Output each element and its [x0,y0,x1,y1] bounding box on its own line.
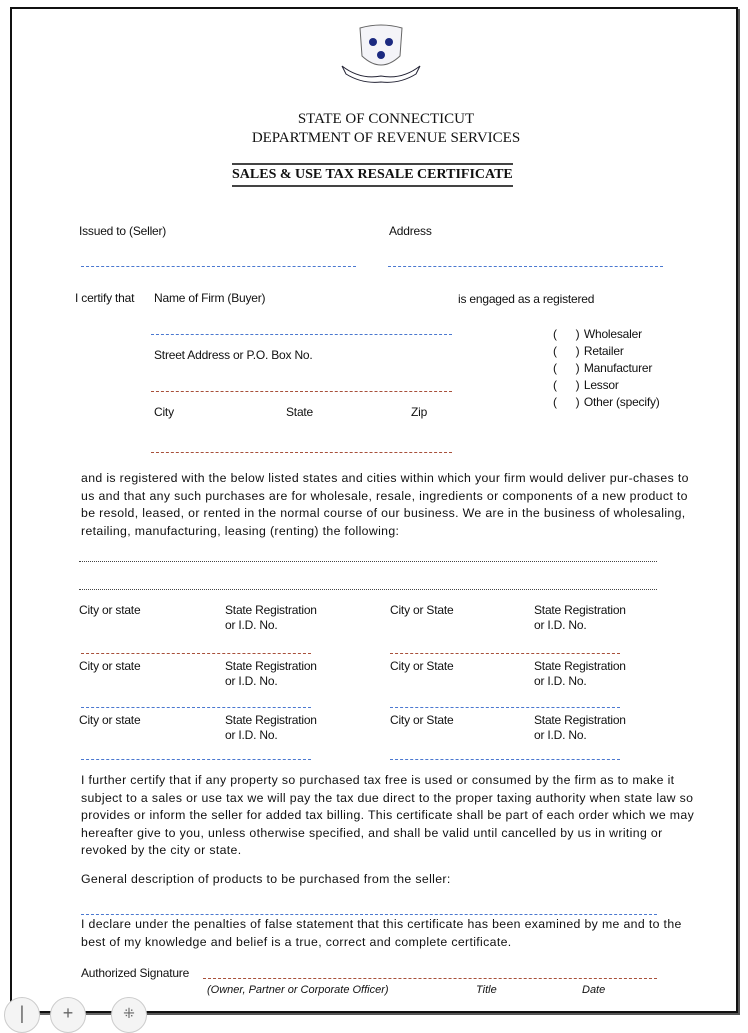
type-label: Wholesaler [583,327,642,341]
department-heading: DEPARTMENT OF REVENUE SERVICES [251,130,521,146]
owner-caption: (Owner, Partner or Corporate Officer) [207,984,389,996]
connecticut-seal-logo [340,22,422,84]
business-description-line-1[interactable] [79,561,657,562]
business-type-list [553,325,660,410]
title-caption: Title [476,984,497,996]
type-wholesaler[interactable] [553,325,660,342]
registration-field[interactable] [81,759,311,760]
type-label: Retailer [583,344,624,358]
checkbox[interactable]: ( ) [553,327,580,341]
city-label: City or state [79,713,141,727]
registration-field[interactable] [81,707,311,708]
description-label: General description of products to be purchased from the seller: [81,872,451,886]
zip-label: Zip [411,405,428,419]
engaged-label: is engaged as a registered [458,292,595,306]
business-description-line-2[interactable] [79,589,657,590]
city-label: City or state [79,603,141,617]
date-caption: Date [582,984,606,996]
signature-label: Authorized Signature [81,966,190,980]
seller-address-field[interactable] [388,266,663,267]
city-label: City or State [390,659,454,673]
city-state-zip-field[interactable] [151,452,452,453]
seller-name-field[interactable] [81,266,356,267]
firm-name-field[interactable] [151,334,452,335]
city-label: City or State [390,603,454,617]
state-heading: STATE OF CONNECTICUT [297,111,475,127]
reg-label: State Registration or I.D. No. [225,659,317,688]
declaration-paragraph: I declare under the penalties of false statement that this certificate has been examined by me and to the best of my knowledge and belief is a true, correct and complete certificate. [81,917,682,949]
certification-paragraph: I further certify that if any property so purchased tax free is used or consumed by the firm as to make it subject to a sales or use tax we will pay the tax due direct to the proper taxing authority when state law so provides or inform the seller for added tax billing. This certificate shall be part of each order which we may hereafter give to you, unless otherwise specified, and shall be valid until cancelled by us in writing or revoked by the city or state. [81,773,695,857]
checkbox[interactable]: ( ) [553,378,580,392]
registration-field[interactable] [390,707,620,708]
checkbox[interactable]: ( ) [553,344,580,358]
address-label: Address [389,224,432,238]
street-label: Street Address or P.O. Box No. [154,348,313,362]
type-label: Lessor [583,378,619,392]
registration-field[interactable] [390,653,620,654]
type-label: Other (specify) [583,395,660,409]
reg-label: State Registration or I.D. No. [534,603,626,632]
firm-name-label: Name of Firm (Buyer) [154,291,266,305]
product-description-field[interactable] [81,914,657,915]
certificate-title: SALES & USE TAX RESALE CERTIFICATE [232,163,513,187]
type-label: Manufacturer [583,361,653,375]
certify-label: I certify that [75,291,135,305]
registration-paragraph: and is registered with the below listed states and cities within which your firm would deliver pur-chases to us and that any such purchases are for wholesale, resale, ingredients or components of a new product to be resold, leased, or rented in the normal course of our business. We are in the business of wholesaling, retailing, manufacturing, leasing (renting) the following: [81,471,689,538]
city-label: City or State [390,713,454,727]
state-label: State [286,405,314,419]
type-manufacturer[interactable] [553,359,660,376]
zoom-out-button[interactable]: | [4,997,40,1033]
registration-field[interactable] [81,653,311,654]
reg-label: State Registration or I.D. No. [534,713,626,742]
type-lessor[interactable] [553,376,660,393]
type-other[interactable] [553,393,660,410]
type-retailer[interactable] [553,342,660,359]
reg-label: State Registration or I.D. No. [225,713,317,742]
registration-field[interactable] [390,759,620,760]
city-label: City or state [79,659,141,673]
fit-to-page-button[interactable]: ⁜ [111,997,147,1033]
checkbox[interactable]: ( ) [553,395,580,409]
signature-field[interactable] [203,978,657,979]
street-field[interactable] [151,391,452,392]
issued-to-label: Issued to (Seller) [79,224,167,238]
city-label: City [154,405,174,419]
zoom-in-button[interactable]: + [50,997,86,1033]
reg-label: State Registration or I.D. No. [534,659,626,688]
reg-label: State Registration or I.D. No. [225,603,317,632]
checkbox[interactable]: ( ) [553,361,580,375]
